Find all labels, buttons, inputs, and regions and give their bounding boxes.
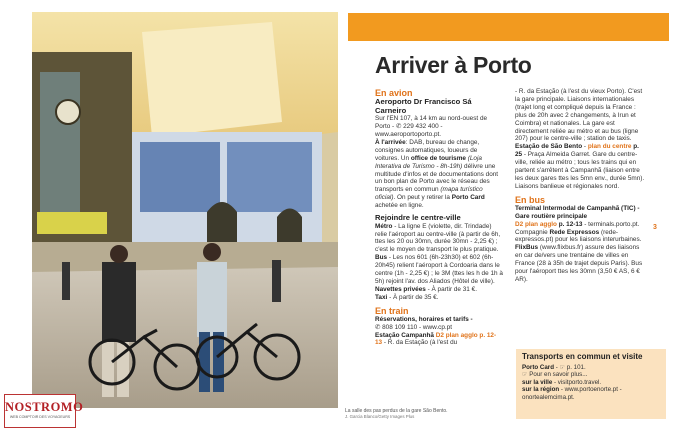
reservations-label: Réservations, horaires et tarifs - [375, 315, 473, 323]
terminal-label: Terminal Intermodal de Campanhã (TIC) - Gare routière principale [515, 204, 640, 220]
metro-info [375, 223, 503, 255]
info-box [516, 349, 666, 419]
shuttle-text: - À partir de 31 €. [427, 285, 477, 293]
saobento-plan: plan du centre [587, 143, 632, 151]
arrival-text: : DAB, bureau de change, consignes automatiques, loueurs de voitures. Un [375, 138, 480, 162]
box-region-label: sur la région [522, 386, 560, 394]
bus-label: Bus [375, 254, 388, 262]
photo-credit: J. Garcia Blanco/Getty Images Plus [345, 414, 415, 419]
tourism-office-label: office de tourisme [410, 154, 466, 162]
nostromo-logo [4, 394, 84, 428]
page-title: Arriver à Porto [375, 52, 532, 78]
arrival-label: À l'arrivée [375, 138, 406, 146]
section-heading-avion: En avion [375, 88, 413, 98]
tourism-text-end: . On peut y retirer la [393, 194, 450, 202]
porto-card-end: achetée en ligne. [375, 202, 424, 210]
logo-tagline: WEB COMPTOIR DES VOYAGEURS [9, 415, 71, 419]
campanha-text: - R. da Estação (à l'est du vieux Porto). C'est la gare principale. Liaisons internationales (trajet long et compliqué depuis la France : plus de 20h avec 2 changements, à Irun et Coimbra) et nationales. La gare est directement reliée au métro et au bus (ligne 207) pour le centre-ville ; station de taxis. [515, 88, 643, 143]
section-heading-bus: En bus [515, 194, 546, 205]
airport-name: Aeroporto Dr Francisco Sá Carneiro [375, 97, 472, 115]
centre-heading: Rejoindre le centre-ville [375, 213, 461, 223]
taxi-text: - À partir de 35 €. [389, 293, 439, 301]
info-box-title: Transports en commun et visite [522, 352, 643, 361]
orange-header-bar [348, 13, 669, 41]
station-hall-photo [32, 12, 338, 408]
rede-label: Rede Expressos [549, 228, 600, 236]
bus-info [375, 254, 503, 286]
logo-name: NOSTROMO [5, 400, 84, 414]
porto-card-label: Porto Card [451, 194, 485, 202]
left-column [375, 88, 503, 347]
box-line-porto-card [522, 364, 660, 372]
arrival-info [375, 139, 503, 210]
rede-text: (rede-expressos.pt) pour les liaisons interurbaines. [515, 228, 642, 244]
taxi-label: Taxi [375, 293, 388, 301]
flixbus-text: (www.flixbus.fr) assure des liaisons en car de/vers une trentaine de villes en France (28 à 35h de trajet depuis Paris). Bus pour l'aéroport ttes les 30mn (3,50 € AS, 6 € AR). [515, 244, 643, 283]
tourism-map-name: (mapa turístico oficial) [375, 186, 483, 202]
terminal-text: - terminals.porto.pt. Compagnie [515, 220, 640, 236]
airport-info: Sur l'EN 107, à 14 km au nord-ouest de Porto - ✆ 229 432 400 - www.aeroportoporto.pt. [375, 115, 488, 138]
saobento-text: - Praça Almeida Garret. Gare du centre-ville, reliée au métro ; tous les trains qui en partent s'arrêtent à Campanhã (liaison entre les deux gares ttes les 5mn env., durée 5mn). Liaisons banlieue et régionales nord. [515, 151, 645, 190]
box-city-label: sur la ville [522, 378, 553, 386]
box-line-more: ☞ Pour en savoir plus... [522, 371, 588, 379]
terminal-info [515, 221, 645, 284]
saobento-label: Estação de São Bento [515, 143, 583, 151]
right-column [515, 88, 645, 284]
campanha-plan: D2 plan agglo p. 12-13 [375, 331, 497, 347]
tourism-text: délivre une multitude d'infos et de documentations dont un bon plan de Porto avec le réseau des transports en commun [375, 162, 499, 194]
box-porto-card-ref: - ☞ p. 101. [555, 363, 586, 371]
box-line-region [522, 386, 660, 401]
reservations-text: ✆ 808 109 110 - www.cp.pt [375, 323, 452, 331]
page-number: 3 [653, 224, 657, 231]
campanha-info [375, 332, 503, 348]
saobento-info: Estação de São Bento - plan du centre p. 25 - Praça Almeida Garret. Gare du centre-ville, reliée au métro ; tous les trains qui en partent s'arrêtent à Campanhã (liaison entre les deux gares ttes les 5mn env., durée 5mn). Liaisons banlieue et régionales nord. [515, 143, 645, 190]
tourism-office-detail: (Loja Interativa de Turismo - 8h-19h) [375, 154, 482, 170]
box-porto-card-label: Porto Card [522, 363, 554, 371]
campanha-label: Estação Campanhã [375, 331, 434, 339]
metro-label: Métro [375, 222, 393, 230]
metro-text: - La ligne E (violette, dir. Trindade) relie l'aéroport au centre-ville (à partir de 6h, ttes les 20 ou 30mn, durée 30mn - 2,25 €) ; c'est le moyen de transport le plus pratique. [375, 222, 501, 254]
box-region-text: - www.portoenorte.pt - onortealemcima.pt. [522, 386, 622, 401]
taxi-info [375, 294, 503, 302]
station-hall-illustration [32, 12, 338, 408]
terminal-plan: D2 plan agglo [515, 220, 557, 228]
shuttle-label: Navettes privées [375, 285, 426, 293]
photo-caption [345, 408, 515, 420]
flixbus-label: FlixBus [515, 244, 539, 252]
section-heading-train: En train [375, 305, 409, 316]
shuttle-info [375, 286, 503, 294]
saobento-page: p. 25 [515, 143, 639, 159]
terminal-page: p. 12-13 [558, 220, 583, 228]
box-city-text: - visitporto.travel. [554, 378, 602, 386]
caption-text: La salle des pas perdus de la gare São Bento. [345, 408, 448, 414]
bus-text: - Les nos 601 (6h-23h30) et 602 (6h-20h45) relient l'aéroport à Cordoaria dans le centre (1h - 2,25 €) ; le 3M (ttes les h de 1h à 5h) rejoint l'av. dos Aliados (Hôtel de ville). [375, 254, 503, 285]
campanha-text-start: - R. da Estação (à l'est du [383, 339, 458, 347]
box-line-city [522, 379, 660, 387]
